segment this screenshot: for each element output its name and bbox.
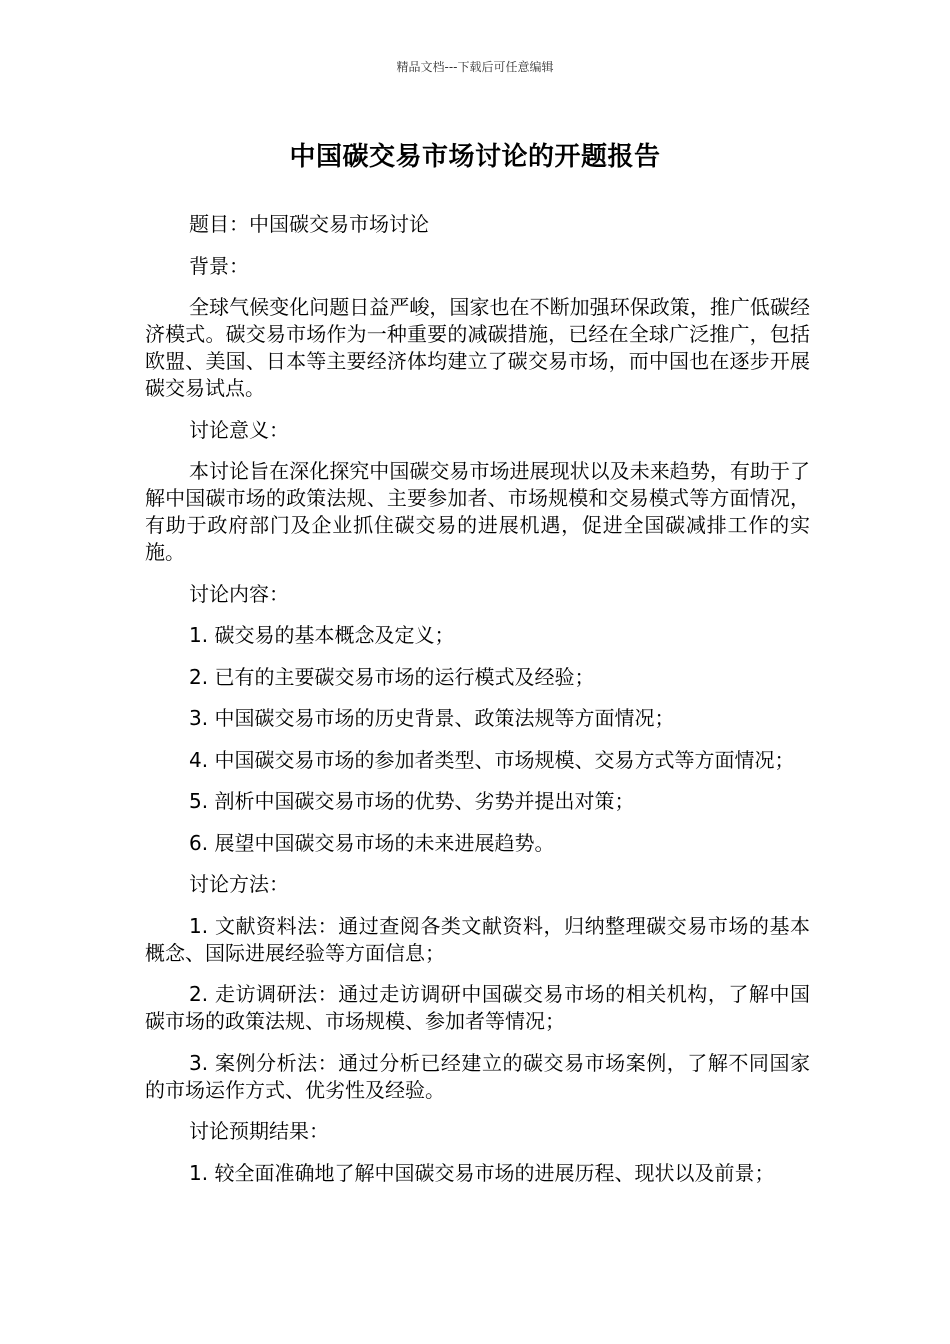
content-item-2: 2. 已有的主要碳交易市场的运行模式及经验； <box>189 664 595 689</box>
paragraph-topic: 题目：中国碳交易市场讨论 <box>189 212 429 236</box>
header-note: 精品文档---下载后可任意编辑 <box>396 60 554 74</box>
document-body <box>145 211 810 1201</box>
method-item-2: 2. 走访调研法：通过走访调研中国碳交易市场的相关机构，了解中国碳市场的政策法规、市场规模、参加者等情况； <box>145 982 810 1033</box>
paragraph-significance-heading: 讨论意义： <box>189 417 289 442</box>
paragraph-results-heading: 讨论预期结果： <box>189 1119 329 1143</box>
paragraph-background: 全球气候变化问题日益严峻，国家也在不断加强环保政策，推广低碳经济模式。碳交易市场作为一种重要的减碳措施，已经在全球广泛推广，包括欧盟、美国、日本等主要经济体均建立了碳交易市场，而中国也在逐步开展碳交易试点。 <box>145 295 810 400</box>
paragraph-content-heading: 讨论内容： <box>189 581 289 606</box>
content-item-6: 6. 展望中国碳交易市场的未来进展趋势。 <box>189 830 555 855</box>
paragraph-significance: 本讨论旨在深化探究中国碳交易市场进展现状以及未来趋势，有助于了解中国碳市场的政策法规、主要参加者、市场规模和交易模式等方面情况，有助于政府部门及企业抓住碳交易的进展机遇，促进全国碳减排工作的实施。 <box>145 459 810 564</box>
content-item-3: 3. 中国碳交易市场的历史背景、政策法规等方面情况； <box>189 706 675 730</box>
result-item-1: 1. 较全面准确地了解中国碳交易市场的进展历程、现状以及前景； <box>189 1160 775 1185</box>
method-item-3: 3. 案例分析法：通过分析已经建立的碳交易市场案例，了解不同国家的市场运作方式、优劣性及经验。 <box>145 1050 810 1102</box>
content-item-4: 4. 中国碳交易市场的参加者类型、市场规模、交易方式等方面情况； <box>189 747 795 772</box>
content-item-5: 5. 剖析中国碳交易市场的优势、劣势并提出对策； <box>189 789 635 813</box>
method-item-1: 1. 文献资料法：通过查阅各类文献资料，归纳整理碳交易市场的基本概念、国际进展经验等方面信息； <box>145 913 810 965</box>
document-title: 中国碳交易市场讨论的开题报告 <box>289 142 661 172</box>
paragraph-background-heading: 背景： <box>189 253 249 278</box>
content-item-1: 1. 碳交易的基本概念及定义； <box>189 623 455 647</box>
paragraph-method-heading: 讨论方法： <box>189 872 289 896</box>
